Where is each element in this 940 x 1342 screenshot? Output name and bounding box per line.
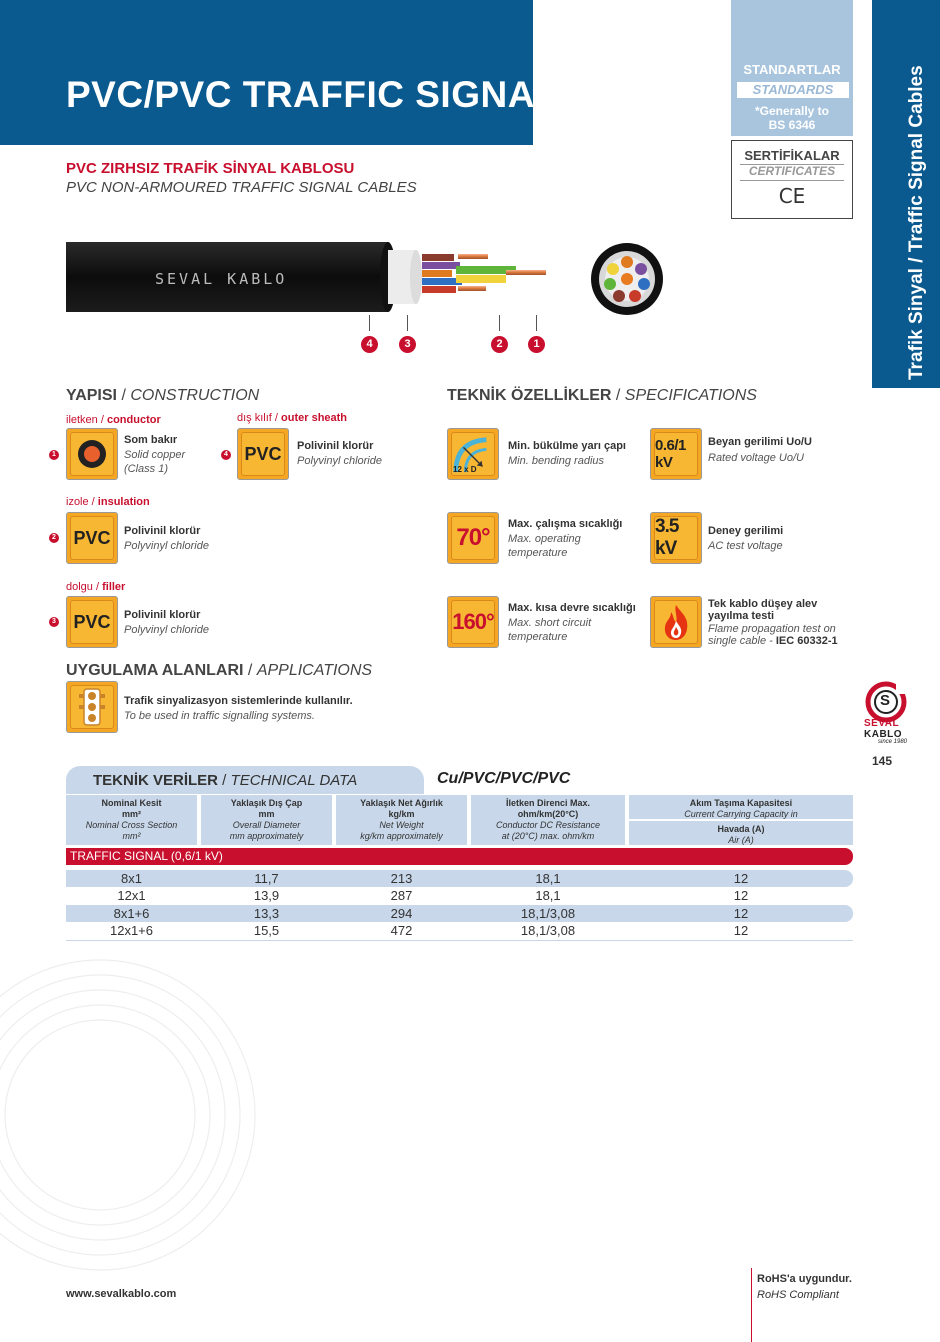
insulation-category: izole / insulation xyxy=(66,496,150,508)
insulation-icon-text: PVC xyxy=(73,527,111,548)
specifications-heading-italic: SPECIFICATIONS xyxy=(624,387,757,404)
cell-weight: 294 xyxy=(390,906,413,921)
short-circuit-inner xyxy=(451,600,495,644)
applications-heading xyxy=(66,662,372,680)
traffic-light-icon xyxy=(70,685,114,729)
cell-weight: 472 xyxy=(390,923,413,938)
side-tab-text: Trafik Sinyal / Traffic Signal Cables xyxy=(906,65,927,380)
table-row xyxy=(66,922,853,939)
pvc-icon xyxy=(70,600,114,644)
col2-tr: Yaklaşık Dış Çap xyxy=(230,798,303,808)
cell-diameter: 15,5 xyxy=(253,923,280,938)
test-voltage-value: 3.5 kV xyxy=(655,516,679,559)
col2-en: Overall Diameter xyxy=(232,820,301,830)
specifications-heading-sep: / xyxy=(611,387,625,404)
header-band xyxy=(0,0,533,145)
sheath-number: 4 xyxy=(221,450,231,460)
construction-heading xyxy=(66,387,259,405)
operating-temp-icon xyxy=(447,512,499,564)
col3-tr: Yaklaşık Net Ağırlık xyxy=(360,798,443,808)
cell-resistance: 18,1/3,08 xyxy=(520,923,576,938)
logo-name1: SEVAL xyxy=(864,718,900,729)
filler-sub1: Polyvinyl chloride xyxy=(124,624,209,636)
cell-cross-section: 8x1 xyxy=(121,871,142,886)
rohs-divider xyxy=(751,1268,752,1342)
certificates-subtitle: CERTIFICATES xyxy=(748,164,836,178)
marker-line-4 xyxy=(369,315,370,331)
construction-heading-sep: / xyxy=(117,387,131,404)
applications-title: Trafik sinyalizasyon sistemlerinde kullanılır. xyxy=(124,695,353,707)
pvc-icon xyxy=(241,432,285,476)
standards-note xyxy=(731,104,853,132)
cable-marker-1: 1 xyxy=(528,336,545,353)
bending-radius-title: Min. bükülme yarı çapı xyxy=(508,440,626,452)
flame-test-sub2 xyxy=(708,634,838,648)
filler-category-tr: dolgu xyxy=(66,581,93,593)
technical-data-label-bold: TEKNİK VERİLER xyxy=(93,772,219,789)
col2-unit: mm xyxy=(258,809,275,819)
standards-note-line1: *Generally to xyxy=(754,104,830,118)
filler-title: Polivinil klorür xyxy=(124,609,201,621)
marker-line-1 xyxy=(536,315,537,331)
bending-radius-value: 12 x D xyxy=(453,465,477,474)
col3-en: Net Weight xyxy=(379,820,424,830)
construction-code: Cu/PVC/PVC/PVC xyxy=(437,770,571,787)
col1-unit: mm² xyxy=(121,809,141,819)
col1-tr: Nominal Kesit xyxy=(101,798,162,808)
cell-capacity: 12 xyxy=(733,906,749,921)
cable-marker-2: 2 xyxy=(491,336,508,353)
rohs-en: RoHS Compliant xyxy=(757,1289,839,1301)
conductor-number: 1 xyxy=(49,450,59,460)
page-number: 145 xyxy=(872,754,893,768)
table-bottom-rule xyxy=(66,940,853,941)
flame-test-sub1: Flame propagation test on xyxy=(708,623,836,635)
short-circuit-temp-sub1: Max. short circuit xyxy=(508,617,592,629)
col5-sub-en: Air (A) xyxy=(728,835,754,845)
col1-en-unit: mm² xyxy=(122,831,141,841)
cable-marker-3: 3 xyxy=(399,336,416,353)
certificates-title: SERTİFİKALAR xyxy=(744,148,840,163)
watermark-logo xyxy=(0,890,260,1340)
cell-capacity: 12 xyxy=(733,923,749,938)
insulation-number: 2 xyxy=(49,533,59,543)
cell-cross-section: 12x1 xyxy=(117,888,146,903)
operating-temp-title: Max. çalışma sıcaklığı xyxy=(508,518,623,530)
cell-resistance: 18,1 xyxy=(535,888,561,903)
conductor-sub2: (Class 1) xyxy=(124,463,169,475)
subtitle-en: PVC NON-ARMOURED TRAFFIC SIGNAL CABLES xyxy=(66,179,417,196)
cell-resistance: 18,1/3,08 xyxy=(520,906,576,921)
flame-test-title1: Tek kablo düşey alev xyxy=(708,598,818,610)
pvc-icon xyxy=(70,516,114,560)
marker-line-2 xyxy=(499,315,500,331)
rohs-tr: RoHS'a uygundur. xyxy=(757,1273,852,1285)
subtitle-tr: PVC ZIRHSIZ TRAFİK SİNYAL KABLOSU xyxy=(66,160,355,177)
applications-heading-bold: UYGULAMA ALANLARI xyxy=(66,662,244,679)
logo-since: since 1980 xyxy=(878,739,908,745)
certificates-divider-2 xyxy=(740,180,844,181)
side-tab-label xyxy=(872,0,940,388)
cell-diameter: 13,9 xyxy=(253,888,280,903)
column-header-capacity-air xyxy=(629,821,853,845)
sheath-category-tr: dış kılıf xyxy=(237,412,272,424)
voltage-icon xyxy=(654,432,698,476)
cell-cross-section: 12x1+6 xyxy=(109,923,153,938)
sheath-title: Polivinil klorür xyxy=(297,440,374,452)
cable-cross-section xyxy=(590,242,664,316)
filler-number: 3 xyxy=(49,617,59,627)
conductor-category: iletken / conductor xyxy=(66,414,161,426)
construction-heading-italic: CONSTRUCTION xyxy=(130,387,260,404)
test-voltage-inner xyxy=(654,516,698,560)
page-title: PVC/PVC TRAFFIC SIGNAL xyxy=(66,74,559,115)
filler-category-en: filler xyxy=(102,581,126,593)
standards-note-line2: BS 6346 xyxy=(768,118,816,132)
cell-diameter: 13,3 xyxy=(253,906,280,921)
test-voltage-icon xyxy=(650,512,702,564)
specifications-heading-bold: TEKNİK ÖZELLİKLER xyxy=(447,387,612,404)
logo-letter: S xyxy=(880,692,891,709)
flame-test-icon xyxy=(650,596,702,648)
logo-name2: KABLO xyxy=(864,729,903,740)
conductor-sub1: Solid copper xyxy=(124,449,186,461)
cell-capacity: 12 xyxy=(733,871,749,886)
short-circuit-temp-title: Max. kısa devre sıcaklığı xyxy=(508,602,636,614)
group-title: TRAFFIC SIGNAL (0,6/1 kV) xyxy=(70,849,223,863)
column-header-resistance xyxy=(471,795,625,845)
insulation-sub1: Polyvinyl chloride xyxy=(124,540,209,552)
applications-heading-sep: / xyxy=(243,662,257,679)
rated-voltage-sub: Rated voltage Uo/U xyxy=(708,452,804,464)
bending-radius-sub: Min. bending radius xyxy=(508,455,605,467)
filler-icon-text: PVC xyxy=(73,611,111,632)
footer-website-link[interactable]: www.sevalkablo.com xyxy=(66,1288,177,1300)
cable-print: SEVAL KABLO xyxy=(155,270,288,288)
rated-voltage-icon xyxy=(650,428,702,480)
flame-test-title2: yayılma testi xyxy=(708,610,775,622)
col5-sub-tr: Havada (A) xyxy=(717,824,765,834)
technical-data-label xyxy=(93,772,357,789)
conductor-icon xyxy=(66,428,118,480)
table-row xyxy=(66,905,853,922)
insulation-icon xyxy=(66,512,118,564)
cell-cross-section: 8x1+6 xyxy=(113,906,150,921)
test-voltage-title: Deney gerilimi xyxy=(708,525,784,537)
col4-en-unit: at (20°C) max. ohm/km xyxy=(501,831,595,841)
sheath-sub1: Polyvinyl chloride xyxy=(297,455,382,467)
thermometer-icon xyxy=(451,516,495,560)
standards-subtitle: STANDARDS xyxy=(737,82,849,98)
construction-heading-bold: YAPISI xyxy=(66,387,117,404)
col5-tr: Akım Taşıma Kapasitesi xyxy=(689,798,793,808)
sheath-icon xyxy=(237,428,289,480)
short-circuit-temp-sub2: temperature xyxy=(508,631,568,643)
sheath-icon-text: PVC xyxy=(244,443,282,464)
standards-title: STANDARTLAR xyxy=(743,62,841,77)
column-header-capacity xyxy=(629,795,853,819)
conductor-title: Som bakır xyxy=(124,434,178,446)
cell-weight: 287 xyxy=(390,888,413,903)
operating-temp-value: 70° xyxy=(456,524,490,551)
cell-diameter: 11,7 xyxy=(254,871,279,886)
cable-marker-4: 4 xyxy=(361,336,378,353)
marker-line-3 xyxy=(407,315,408,331)
conductor-category-tr: iletken xyxy=(66,414,98,426)
specifications-heading xyxy=(447,387,757,405)
col4-tr: İletken Direnci Max. xyxy=(505,798,591,808)
col1-en: Nominal Cross Section xyxy=(85,820,178,830)
column-header-diameter xyxy=(201,795,332,845)
operating-temp-sub2: temperature xyxy=(508,547,568,559)
technical-data-label-sep: / xyxy=(218,772,231,789)
flame-test-standard: IEC 60332-1 xyxy=(775,635,838,647)
operating-temp-sub1: Max. operating xyxy=(508,533,581,545)
flame-icon xyxy=(654,600,698,644)
insulation-title: Polivinil klorür xyxy=(124,525,201,537)
col4-en: Conductor DC Resistance xyxy=(495,820,601,830)
conductor-category-en: conductor xyxy=(106,414,161,426)
rated-voltage-value: 0.6/1 kV xyxy=(655,437,686,471)
insulation-category-en: insulation xyxy=(97,496,150,508)
flame-test-sub2-text: single cable - xyxy=(708,635,776,647)
test-voltage-sub: AC test voltage xyxy=(708,540,783,552)
applications-icon xyxy=(66,681,118,733)
applications-sub: To be used in traffic signalling systems. xyxy=(124,710,315,722)
applications-heading-italic: APPLICATIONS xyxy=(256,662,373,679)
table-row xyxy=(66,887,853,904)
col3-en-unit: kg/km approximately xyxy=(360,831,443,841)
filler-category: dolgu / filler xyxy=(66,581,126,593)
sheath-category-en: outer sheath xyxy=(281,412,348,424)
technical-data-label-italic: TECHNICAL DATA xyxy=(230,772,358,789)
insulation-category-tr: izole xyxy=(66,496,89,508)
short-circuit-temp-value: 160° xyxy=(452,609,494,634)
column-header-weight xyxy=(336,795,467,845)
filler-icon xyxy=(66,596,118,648)
col5-en: Current Carrying Capacity in xyxy=(684,809,798,819)
col4-unit: ohm/km(20°C) xyxy=(517,809,579,819)
solid-copper-icon xyxy=(70,432,114,476)
sheath-category: dış kılıf / outer sheath xyxy=(237,412,348,424)
rated-voltage-title: Beyan gerilimi Uo/U xyxy=(708,436,812,448)
table-row xyxy=(66,870,853,887)
column-header-cross-section xyxy=(66,795,197,845)
col3-unit: kg/km xyxy=(388,809,415,819)
cell-capacity: 12 xyxy=(733,888,749,903)
ce-mark-icon: CE xyxy=(778,184,806,208)
short-circuit-temp-icon xyxy=(447,596,499,648)
cell-weight: 213 xyxy=(390,871,413,886)
cell-resistance: 18,1 xyxy=(535,871,561,886)
group-title-band xyxy=(66,848,853,865)
col2-en-unit: mm approximately xyxy=(229,831,304,841)
